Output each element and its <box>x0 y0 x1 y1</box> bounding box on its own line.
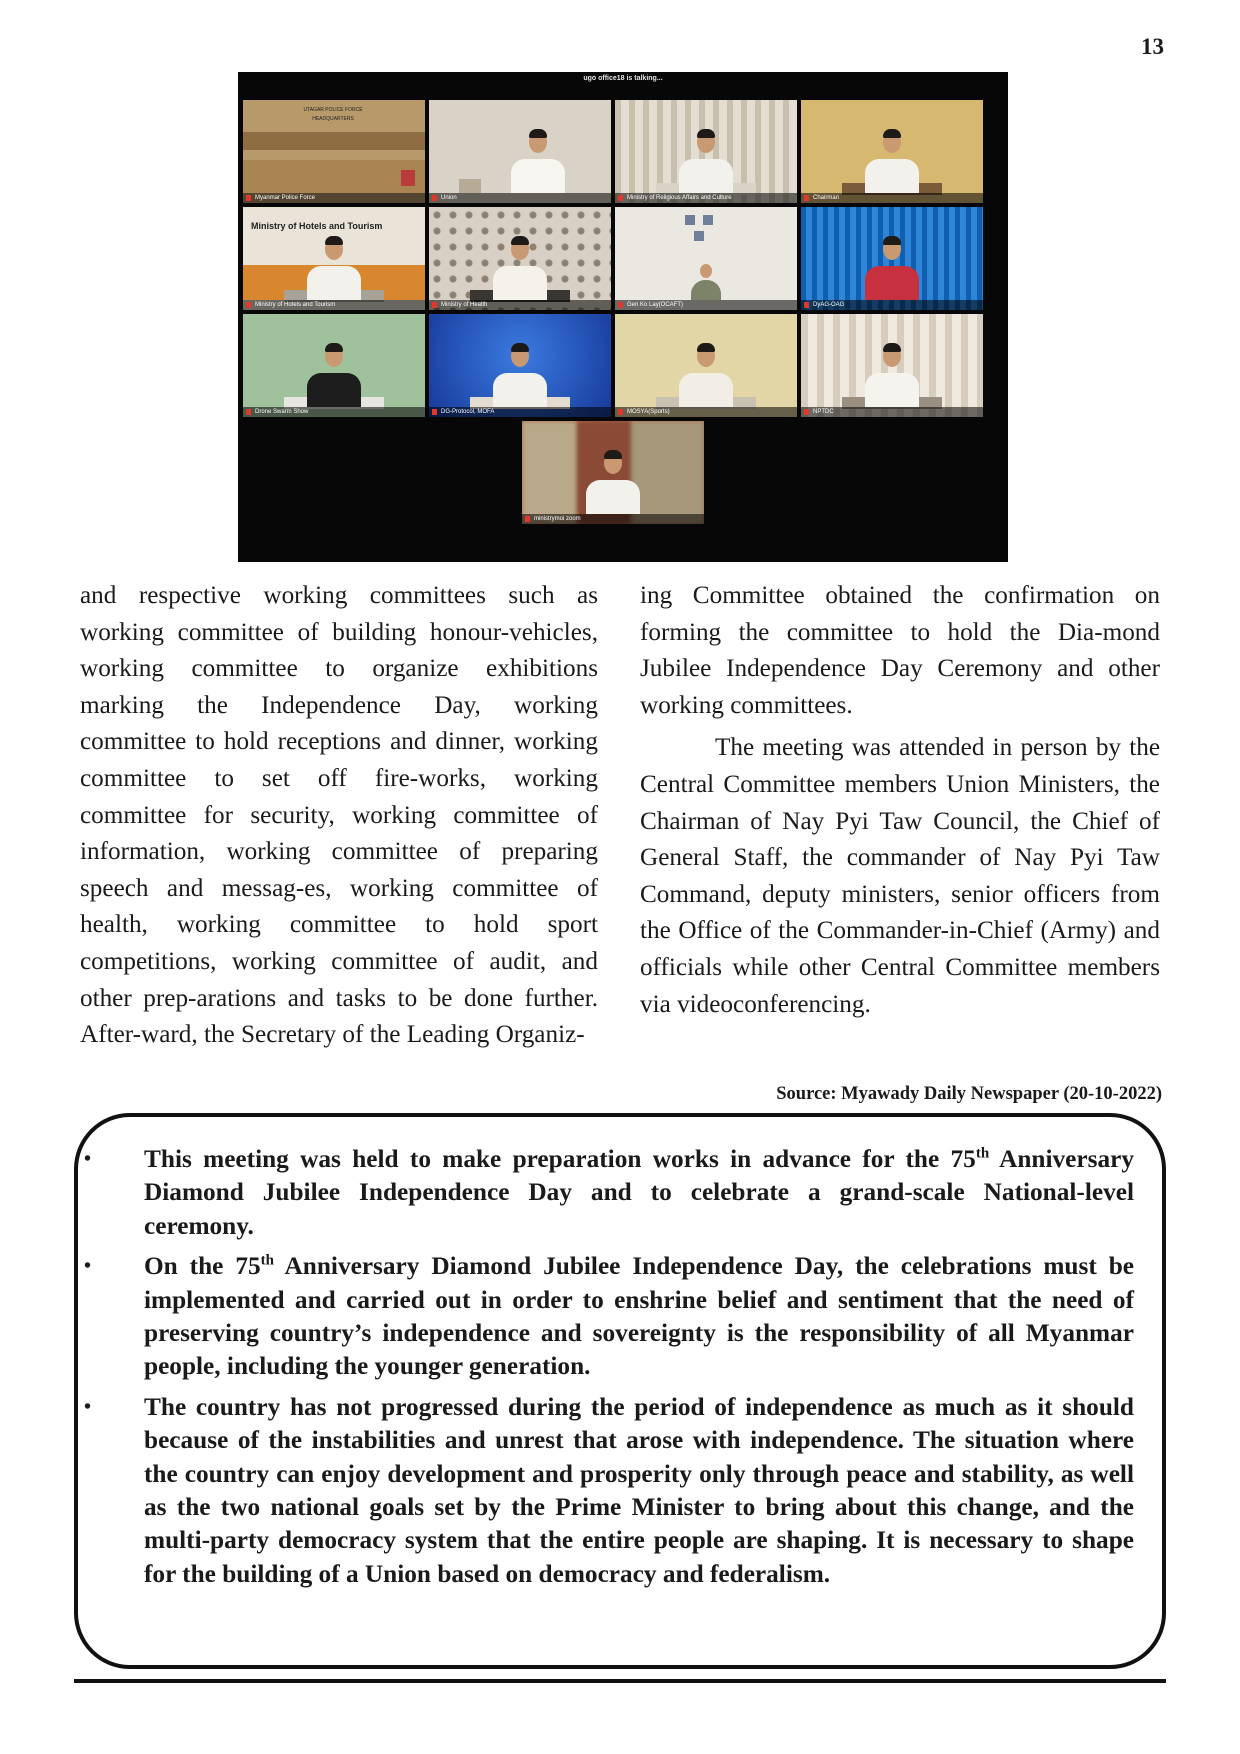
tile-caption: Gen Ko Lay(OCAFT) <box>615 300 797 310</box>
video-tile <box>801 207 983 310</box>
body-paragraph: and respective working committees such as working committee of building honour-vehicles, working committee to organize exhibitions marking the Independence Day, working committee to hold receptions and dinner, working committee to set off fire-works, working committee for security, working committee of information, working committee of preparing speech and messag-es, working committee of health, working committee to hold sport competitions, working committee of audit, and other prep-arations and tasks to be done further. After-ward, the Secretary of the Leading Organiz- <box>80 582 598 1049</box>
bottom-rule <box>74 1679 1166 1683</box>
video-tile <box>429 207 611 310</box>
tile-caption: Ministry of Hotels and Tourism <box>243 300 425 310</box>
tile-caption: Ministry of Health <box>429 300 611 310</box>
tile-caption: Myanmar Police Force <box>243 193 425 203</box>
source-citation: Source: Myawady Daily Newspaper (20-10-2022) <box>776 1084 1162 1104</box>
tile-caption: ministrymoi zoom <box>522 514 704 524</box>
tile-caption: DG-Protocol, MOFA <box>429 407 611 417</box>
highlight-item: • On the 75th Anniversary Diamond Jubilee Independence Day, the celebrations must be implemented and carried out in order to enshrine belief and sentiment that the need of preserving country’s independence and sovereignty is the responsibility of all Myanmar people, including the younger generation. <box>84 1252 1134 1381</box>
video-tile <box>429 314 611 417</box>
video-tile <box>429 100 611 203</box>
talking-banner: ugo office18 is talking... <box>583 75 663 82</box>
body-paragraph: ing Committee obtained the confirmation on forming the committee to hold the Dia-mond Jubilee Independence Day Ceremony and other working committees. <box>640 582 1160 719</box>
video-tile <box>615 314 797 417</box>
tile-caption: NPTDC <box>801 407 983 417</box>
bullet-icon: • <box>84 1395 92 1418</box>
tile-caption: Chairman <box>801 193 983 203</box>
page-number: 13 <box>1141 34 1164 59</box>
highlight-item: • This meeting was held to make preparation works in advance for the 75th Anniversary Diamond Jubilee Independence Day and to celebrate a grand-scale National-level ceremony. <box>84 1145 1134 1240</box>
video-tile <box>801 314 983 417</box>
left-column <box>80 578 598 1054</box>
video-tile <box>801 100 983 203</box>
bullet-icon: • <box>84 1148 92 1170</box>
video-tile <box>615 100 797 203</box>
tile-caption: Ministry of Religious Affairs and Culture <box>615 193 797 203</box>
tile-sign: UTAGAR POLICE FORCE HEADQUARTERS <box>303 107 363 122</box>
bullet-icon: • <box>84 1255 92 1278</box>
body-paragraph: The meeting was attended in person by the Central Committee members Union Ministers, the Chairman of Nay Pyi Taw Council, the Chief of General Staff, the commander of Nay Pyi Taw Command, deputy ministers, senior officers from the Office of the Commander-in-Chief (Army) and officials while other Central Committee members via videoconferencing. <box>640 734 1160 1018</box>
tile-caption: DyAG-OAG <box>801 300 983 310</box>
right-column <box>640 578 1160 1023</box>
tile-sign: Ministry of Hotels and Tourism <box>251 221 383 231</box>
video-tile <box>243 100 425 203</box>
video-tile <box>615 207 797 310</box>
video-tile <box>243 207 425 310</box>
tile-caption: Union <box>429 193 611 203</box>
tile-caption: Drone Swarm Show <box>243 407 425 417</box>
highlight-item: • The country has not progressed during the period of independence as much as it should because of the instabilities and unrest that arose with independence. The situation where the country can enjoy development and prosperity only through peace and stability, as well as the two national goals set by the Prime Minister to bring about this change, and the multi-party democracy system that the entire people are shaping. It is necessary to shape for the building of a Union based on democracy and federalism. <box>84 1392 1134 1588</box>
video-tile <box>522 421 704 524</box>
tile-caption: MOSYA(Sports) <box>615 407 797 417</box>
videoconference-photo <box>238 72 1008 562</box>
video-tile <box>243 314 425 417</box>
highlights-box <box>74 1113 1166 1669</box>
